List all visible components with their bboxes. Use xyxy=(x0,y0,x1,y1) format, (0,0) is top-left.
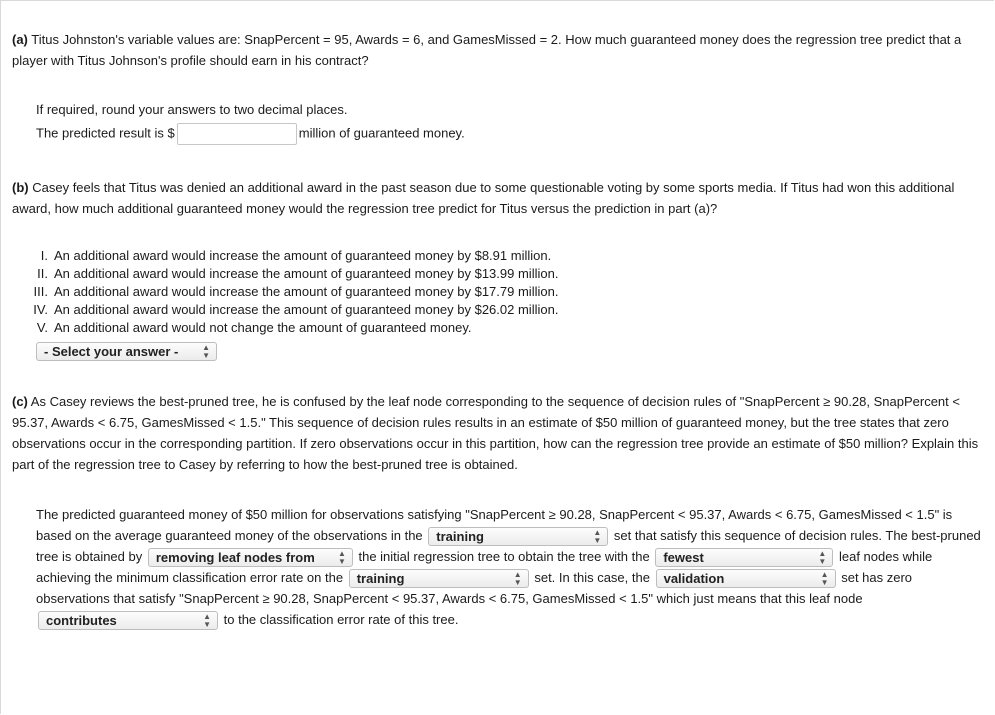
dataset-select-1[interactable] xyxy=(428,527,608,546)
part-c-label: (c) xyxy=(12,394,28,409)
answer-text: set that satisfy this sequence of decision rules. The best-pruned tree is obtained by xyxy=(36,528,981,565)
answer-text: The predicted guaranteed money of $50 million for observations satisfying "SnapPercent ≥ 90.28, SnapPercent < 95.37, Awards < 6.75, GamesMissed < 1.5" is based on the average guaranteed money of the observations in the xyxy=(36,507,953,543)
option-text: An additional award would increase the amount of guaranteed money by $8.91 million. xyxy=(54,248,552,263)
answer-suffix: million of guaranteed money. xyxy=(298,125,465,141)
option-number: III. xyxy=(33,284,48,299)
part-a-label: (a) xyxy=(12,32,28,47)
select-arrows-icon: ▲ ▼ xyxy=(202,342,210,360)
answer-text: the initial regression tree to obtain the tree with the xyxy=(358,549,650,565)
option-number: V. xyxy=(36,320,48,335)
select-arrows-icon: ▲ ▼ xyxy=(820,569,829,587)
select-value: - Select your answer - xyxy=(44,344,179,359)
option-text: An additional award would increase the amount of guaranteed money by $13.99 million. xyxy=(54,266,559,281)
option-number: IV. xyxy=(33,302,48,317)
select-arrows-icon: ▲ ▼ xyxy=(203,611,211,629)
select-value: validation xyxy=(663,571,725,587)
part-c-answer xyxy=(12,504,982,630)
rounding-note: If required, round your answers to two decimal places. xyxy=(36,102,348,117)
dataset-select-2[interactable] xyxy=(349,569,529,588)
answer-text: leaf nodes while achieving the minimum classification error rate on the xyxy=(36,549,933,586)
option-4 xyxy=(26,301,558,319)
error-contribution-select[interactable] xyxy=(38,611,218,630)
dataset-select-3[interactable] xyxy=(656,569,836,588)
select-arrows-icon: ▲ ▼ xyxy=(513,569,522,587)
answer-prefix: The predicted result is $ xyxy=(36,125,175,141)
select-value: training xyxy=(436,529,484,545)
select-arrows-icon: ▲ ▼ xyxy=(818,548,827,566)
select-value: removing leaf nodes from xyxy=(155,550,315,566)
node-count-select[interactable] xyxy=(655,548,833,567)
select-value: fewest xyxy=(663,550,704,566)
option-text: An additional award would not change the amount of guaranteed money. xyxy=(54,320,472,335)
option-text: An additional award would increase the amount of guaranteed money by $17.79 million. xyxy=(54,284,559,299)
select-arrows-icon: ▲ ▼ xyxy=(337,548,346,566)
answer-text: set. In this case, the xyxy=(534,570,650,586)
option-text: An additional award would increase the amount of guaranteed money by $26.02 million. xyxy=(54,302,559,317)
pruning-method-select[interactable] xyxy=(148,548,353,567)
select-arrows-icon: ▲ ▼ xyxy=(593,527,602,545)
answer-options-list xyxy=(26,247,558,337)
part-a-answer-row xyxy=(36,123,465,145)
predicted-result-input[interactable] xyxy=(177,123,297,145)
option-1 xyxy=(26,247,558,265)
option-number: I. xyxy=(40,248,48,263)
select-value: training xyxy=(356,571,405,587)
part-a-text: Titus Johnston's variable values are: SnapPercent = 95, Awards = 6, and GamesMissed = 2. How much guaranteed money does the regression tree predict that a player with Titus Johnson's profile should earn in his contract? xyxy=(12,32,962,68)
part-b-question xyxy=(12,177,982,219)
part-c-question xyxy=(12,391,982,475)
option-5 xyxy=(26,319,558,337)
part-b-text: Casey feels that Titus was denied an additional award in the past season due to some questionable voting by some sports media. If Titus had won this additional award, how much additional guaranteed money would the regression tree predict for Titus versus the prediction in part (a)? xyxy=(12,180,955,216)
part-b-select-wrap xyxy=(36,342,217,361)
part-a-question xyxy=(12,29,982,71)
option-3 xyxy=(26,283,558,301)
part-b-label: (b) xyxy=(12,180,29,195)
select-value: contributes xyxy=(46,613,117,629)
part-b-answer-select[interactable] xyxy=(36,342,217,361)
option-number: II. xyxy=(37,266,48,281)
option-2 xyxy=(26,265,558,283)
part-c-text: As Casey reviews the best-pruned tree, he is confused by the leaf node corresponding to the sequence of decision rules of "SnapPercent ≥ 90.28, SnapPercent < 95.37, Awards < 6.75, GamesMissed < 1.5." This sequence of decision rules results in an estimate of $50 million of guaranteed money, but the tree states that zero observations occur in the corresponding partition. If zero observations occur in this partition, how can the regression tree provide an estimate of $50 million? Explain this part of the regression tree to Casey by referring to how the best-pruned tree is obtained. xyxy=(12,394,979,472)
answer-text: set has zero observations that satisfy "SnapPercent ≥ 90.28, SnapPercent < 95.37, Awards < 6.75, GamesMissed < 1.5" which just means that this leaf node xyxy=(36,570,913,607)
answer-text: to the classification error rate of this tree. xyxy=(223,612,459,628)
